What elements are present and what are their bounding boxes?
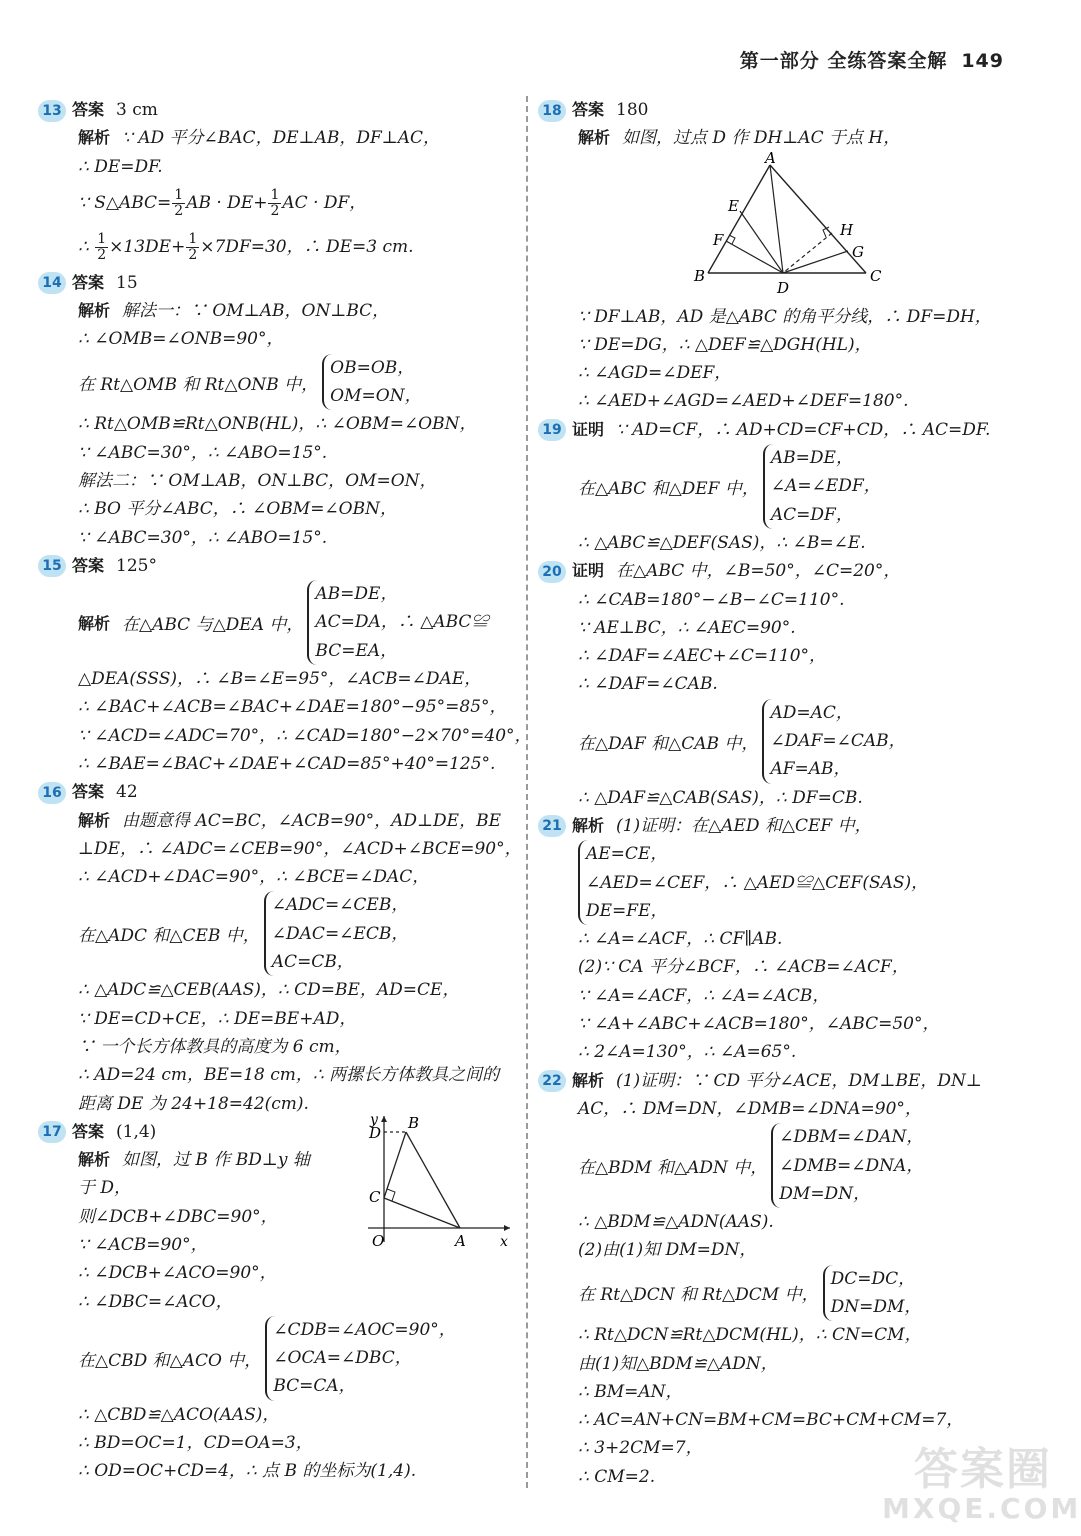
area-formula: ∵ S△ABC= $\frac{1}{2}$ AB · DE+ $\frac{1}{2}$ AC · DF， xyxy=(78,186,367,219)
question-17: 17 答案 (1,4) 解析 如图，过 B 作 BD⊥y 轴 于 D， 则∠DCB+∠DBC=90°， ∵ ∠ACB=90°， ∴ ∠DCB+∠ACO=90°， ∴ ∠DBC=∠ACO， 在△CBD 和△ACO 中， ∠CDB=∠AOC=90°， ∠OCA=∠DBC， BC=CA， ∴ △CBD≌△ACO(AAS)， ∴ BD=OC=1，CD=OA=3， ∴ OD=OC+CD=4，∴ 点 B 的坐标为(1,4). y B D C O A x xyxy=(38,1118,516,1486)
question-14: 14 答案 15 解析 解法一：∵ OM⊥AB，ON⊥BC， ∴ ∠OMB=∠ONB=90°， 在 Rt△OMB 和 Rt△ONB 中， OB=OB， OM=ON， ∴ Rt△OMB≌Rt△ONB(HL)，∴ ∠OBM=∠OBN， ∵ ∠ABC=30°，∴ ∠ABO=15°. 解法二：∵ OM⊥AB，ON⊥BC，OM=ON， ∴ BO 平分∠ABC，∴ ∠OBM=∠OBN， ∵ ∠ABC=30°，∴ ∠ABO=15°. xyxy=(38,269,516,552)
watermark-logo: 答案圈 MXQE.COM xyxy=(882,1444,1081,1525)
question-number: 21 xyxy=(538,815,566,837)
equation-system-2: 在 Rt△DCN 和 Rt△DCM 中， DC=DC， DN=DM， xyxy=(538,1265,1024,1322)
question-number: 18 xyxy=(538,100,566,122)
segment-dg xyxy=(783,251,848,273)
label-a: A xyxy=(765,148,776,167)
question-22: 22 解析 (1)证明：∵ CD 平分∠ACE，DM⊥BE，DN⊥ AC，∴ DM=DN，∠DMB=∠DNA=90°， 在△BDM 和△ADN 中， ∠DBM=∠DAN， ∠DMB=∠DNA， DM=DN， ∴ △BDM≌△ADN(AAS). (2)由(1)知 DM=DN， 在 Rt△DCN 和 Rt△DCM 中， DC=DC， DN=DM， ∴ Rt△DCN≌Rt△DCM(HL)，∴ CN=CM， 由(1)知△BDM≌△ADN， ∴ BM=AN， ∴ AC=AN+CN=BM+CM=BC+CM+CM=7， ∴ 3+2CM=7， ∴ CM=2. xyxy=(538,1067,1024,1491)
page-header xyxy=(740,46,1004,73)
equation-system: 在△ADC 和△CEB 中， ∠ADC=∠CEB， ∠DAC=∠ECB， AC=CB， xyxy=(38,891,516,976)
page-number: 149 xyxy=(961,50,1004,72)
label-c: C xyxy=(870,266,882,285)
question-number: 20 xyxy=(538,561,566,583)
segment-bc xyxy=(384,1132,406,1198)
question-16: 16 答案 42 解析 由题意得 AC=BC，∠ACB=90°，AD⊥DE，BE ⊥DE，∴ ∠ADC=∠CEB=90°，∠ACD+∠BCE=90°， ∴ ∠ACD+∠DAC=90°，∴ ∠BCE=∠DAC， 在△ADC 和△CEB 中， ∠ADC=∠CEB， ∠DAC=∠ECB， AC=CB， ∴ △ADC≌△CEB(AAS)，∴ CD=BE，AD=CE， ∵ DE=CD+CE，∴ DE=BE+AD， ∵ 一个长方体教具的高度为 6 cm， ∴ AD=24 cm，BE=18 cm，∴ 两摞长方体教具之间的 距离 DE 为 24+18=42(cm). xyxy=(38,778,516,1118)
question-number: 19 xyxy=(538,419,566,441)
label-c: C xyxy=(369,1187,381,1206)
question-number: 16 xyxy=(38,782,66,804)
dashed-dh xyxy=(783,233,832,273)
question-19: 19 证明 ∵ AD=CF，∴ AD+CD=CF+CD，∴ AC=DF. 在△ABC 和△DEF 中， AB=DE， ∠A=∠EDF， AC=DF， ∴ △ABC≌△DEF(SAS)，∴ ∠B=∠E. xyxy=(538,416,1024,557)
equation-system: 在△DAF 和△CAB 中， AD=AC， ∠DAF=∠CAB， AF=AB， xyxy=(538,699,1024,784)
question-20: 20 证明 在△ABC 中，∠B=50°，∠C=20°， ∴ ∠CAB=180°−∠B−∠C=110°. ∵ AE⊥BC，∴ ∠AEC=90°. ∴ ∠DAF=∠AEC+∠C=110°， ∴ ∠DAF=∠CAB. 在△DAF 和△CAB 中， AD=AC， ∠DAF=∠CAB， AF=AB， ∴ △DAF≌△CAB(SAS)，∴ DF=CB. xyxy=(538,557,1024,812)
label-y: y xyxy=(370,1111,378,1128)
left-column xyxy=(38,96,532,1486)
equation-system: AE=CE， ∠AED=∠CEF，∴ △AED≌△CEF(SAS)， DE=FE， xyxy=(538,840,1024,925)
equation-system: 在△BDM 和△ADN 中， ∠DBM=∠DAN， ∠DMB=∠DNA， DM=DN， xyxy=(538,1123,1024,1208)
segment-ba xyxy=(406,1132,460,1228)
question-number: 17 xyxy=(38,1121,66,1143)
label-f: F xyxy=(713,230,724,249)
question-21: 21 解析 (1)证明：在△AED 和△CEF 中， AE=CE， ∠AED=∠CEF，∴ △AED≌△CEF(SAS)， DE=FE， ∴ ∠A=∠ACF，∴ CF∥AB. (2)∵ CA 平分∠BCF，∴ ∠ACB=∠ACF， ∵ ∠A=∠ACF，∴ ∠A=∠ACB， ∵ ∠A+∠ABC+∠ACB=180°，∠ABC=50°， ∴ 2∠A=130°，∴ ∠A=65°. xyxy=(538,812,1024,1067)
equation-system: 在△CBD 和△ACO 中， ∠CDB=∠AOC=90°， ∠OCA=∠DBC， BC=CA， xyxy=(38,1316,516,1401)
segment-df xyxy=(726,241,783,273)
triangle-figure-wrap xyxy=(538,148,1024,303)
label-d: D xyxy=(369,1123,382,1142)
right-angle-h xyxy=(823,227,829,237)
triangle-figure xyxy=(688,148,898,303)
question-18: 18 答案 180 解析 如图，过点 D 作 DH⊥AC 于点 H， A E H F G B D C ∵ DF⊥AB，AD 是△ABC 的角平分线，∴ DF=DH， ∵ DE=DG，∴ △DEF≌△DGH(HL)， ∴ ∠AGD=∠DEF， ∴ ∠AED+∠AGD=∠AED+∠DEF=180°. xyxy=(538,96,1024,416)
label-d: D xyxy=(777,278,790,297)
equation-system: 在△ABC 和△DEF 中， AB=DE， ∠A=∠EDF， AC=DF， xyxy=(538,444,1024,529)
label-b: B xyxy=(408,1113,420,1132)
column-divider xyxy=(526,96,528,1488)
label-e: E xyxy=(728,196,739,215)
label-b: B xyxy=(694,266,706,285)
question-number: 15 xyxy=(38,555,66,577)
question-number: 14 xyxy=(38,272,66,294)
label-a: A xyxy=(455,1231,466,1250)
segment-ab xyxy=(708,165,770,273)
question-13: 13 答案 3 cm 解析 ∵ AD 平分∠BAC，DE⊥AB，DF⊥AC， ∴ DE=DF. ∵ S△ABC= $\frac{1}{2}$ AB · DE+ $\frac{1}{2}$ AC · DF， ∴ $\frac{1}{2}$ ×13DE+ $\frac{1}{2}$ ×7DF=30，∴ DE=3 cm. xyxy=(38,96,516,269)
label-o: O xyxy=(372,1231,385,1250)
label-h: H xyxy=(840,220,854,239)
coordinate-figure xyxy=(360,1110,516,1250)
area-equation: ∴ $\frac{1}{2}$ ×13DE+ $\frac{1}{2}$ ×7DF=30，∴ DE=3 cm. xyxy=(78,230,414,263)
question-number: 22 xyxy=(538,1070,566,1092)
question-15: 15 答案 125° 解析 在△ABC 与△DEA 中， AB=DE， AC=DA，∴ △ABC≌ BC=EA， △DEA(SSS)，∴ ∠B=∠E=95°，∠ACB=∠DAE， ∴ ∠BAC+∠ACB=∠BAC+∠DAE=180°−95°=85°， ∵ ∠ACD=∠ADC=70°，∴ ∠CAD=180°−2×70°=40°， ∴ ∠BAE=∠BAC+∠DAE+∠CAD=85°+40°=125°. xyxy=(38,552,516,778)
question-number: 13 xyxy=(38,100,66,122)
y-axis-arrow xyxy=(381,1116,387,1122)
equation-system: 在 Rt△OMB 和 Rt△ONB 中， OB=OB， OM=ON， xyxy=(38,354,516,411)
label-g: G xyxy=(852,242,864,261)
equation-system: 解析 在△ABC 与△DEA 中， AB=DE， AC=DA，∴ △ABC≌ BC=EA， xyxy=(38,580,516,665)
segment-ca xyxy=(384,1198,460,1228)
x-axis-arrow xyxy=(504,1225,510,1231)
right-column xyxy=(538,96,1024,1491)
section-title: 第一部分 全练答案全解 xyxy=(739,50,948,72)
label-x: x xyxy=(500,1233,508,1250)
